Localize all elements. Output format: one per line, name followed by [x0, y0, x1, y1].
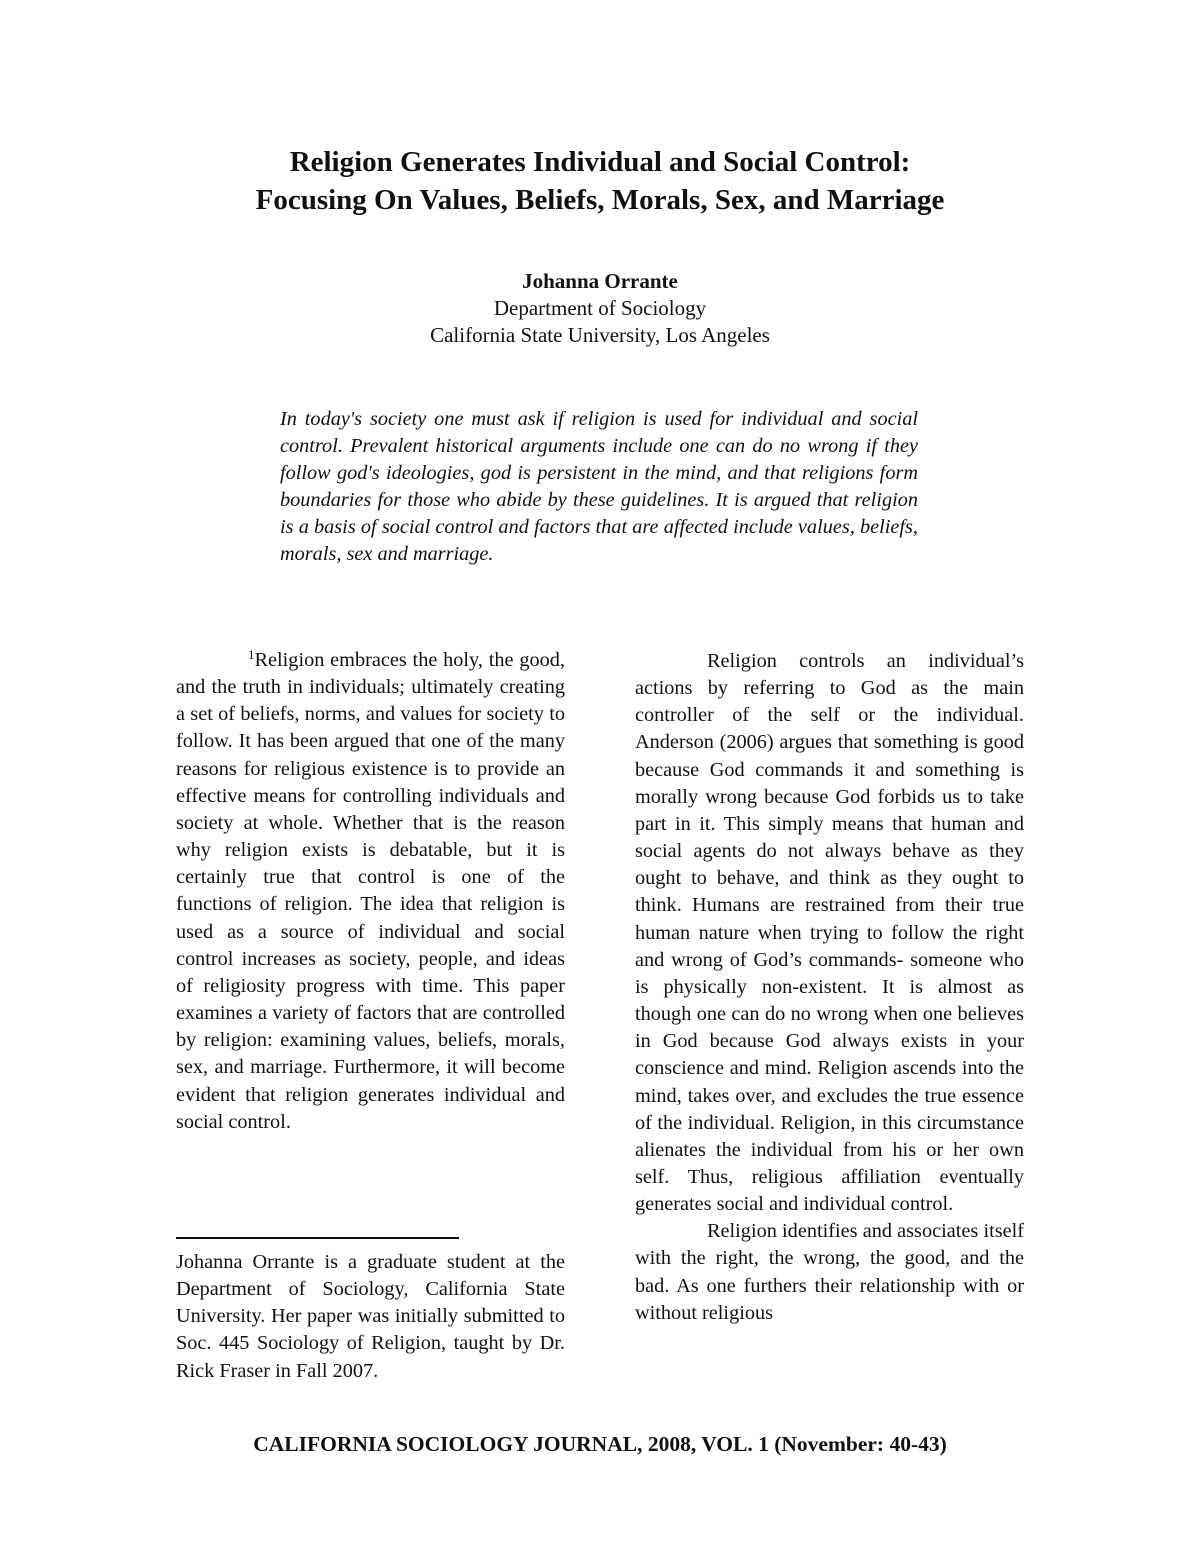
right-paragraph-2: Religion identifies and associates itself with the right, the wrong, the good, and the bad. As one furthers their relationship with or without religious [635, 1220, 1024, 1324]
abstract: In today's society one must ask if religion is used for individual and social control. Prevalent historical arguments include one can do no wrong if they follow god's ideologies, god is persistent in the mind, and that religions form boundaries for those who abide by these guidelines. It is argued that religion is a basis of social control and factors that are affected include values, beliefs, morals, sex and marriage. [280, 408, 918, 565]
author-footnote: Johanna Orrante is a graduate student at the Department of Sociology, California State University. Her paper was initially submitted to Soc. 445 Sociology of Religion, taught by Dr. Rick Fraser in Fall 2007. [176, 1251, 565, 1382]
author-department: Department of Sociology [493, 296, 707, 320]
right-paragraph-1: Religion controls an individual’s actions by referring to God as the main controller of the self or the individual. Anderson (2006) argues that something is good because God commands it and something is morally wrong because God forbids us to take part in it. This simply means that human and social agents do not always behave as they ought to behave, and think as they ought to think. Humans are restrained from their true human nature when trying to follow the right and wrong of God’s commands- someone who is physically non-existent. It is almost as though one can do no wrong when one believes in God because God always exists in your conscience and mind. Religion ascends into the mind, takes over, and excludes the true essence of the individual. Religion, in this circumstance alienates the individual from his or her own self. Thus, religious affiliation eventually generates social and individual control. [635, 650, 1024, 1216]
footnote-marker: 1 [248, 647, 255, 662]
right-column [635, 648, 1024, 1327]
author-institution: California State University, Los Angeles [430, 323, 770, 347]
paper-title-line-2: Focusing On Values, Beliefs, Morals, Sex, and Marriage [255, 184, 945, 216]
footnote-divider [176, 1237, 459, 1239]
paper-title-line-1: Religion Generates Individual and Social Control: [289, 146, 911, 178]
left-paragraph-1-text: Religion embraces the holy, the good, and the truth in individuals; ultimately creating a set of beliefs, norms, and values for society to follow. It has been argued that one of the many reasons for religious existence is to provide an effective means for controlling individuals and society at whole. Whether that is the reason why religion exists is debatable, but it is certainly true that control is one of the functions of religion. The idea that religion is used as a source of individual and social control increases as society, people, and ideas of religiosity progress with time. This paper examines a variety of factors that are controlled by religion: examining values, beliefs, morals, sex, and marriage. Furthermore, it will become evident that religion generates individual and social control. [176, 649, 565, 1133]
author-block [200, 268, 1000, 349]
left-column [176, 647, 565, 1136]
paper-title [100, 143, 1100, 219]
left-paragraph-1 [176, 647, 565, 1136]
journal-footer: CALIFORNIA SOCIOLOGY JOURNAL, 2008, VOL. 1 (November: 40-43) [253, 1432, 947, 1456]
author-name: Johanna Orrante [522, 269, 678, 293]
